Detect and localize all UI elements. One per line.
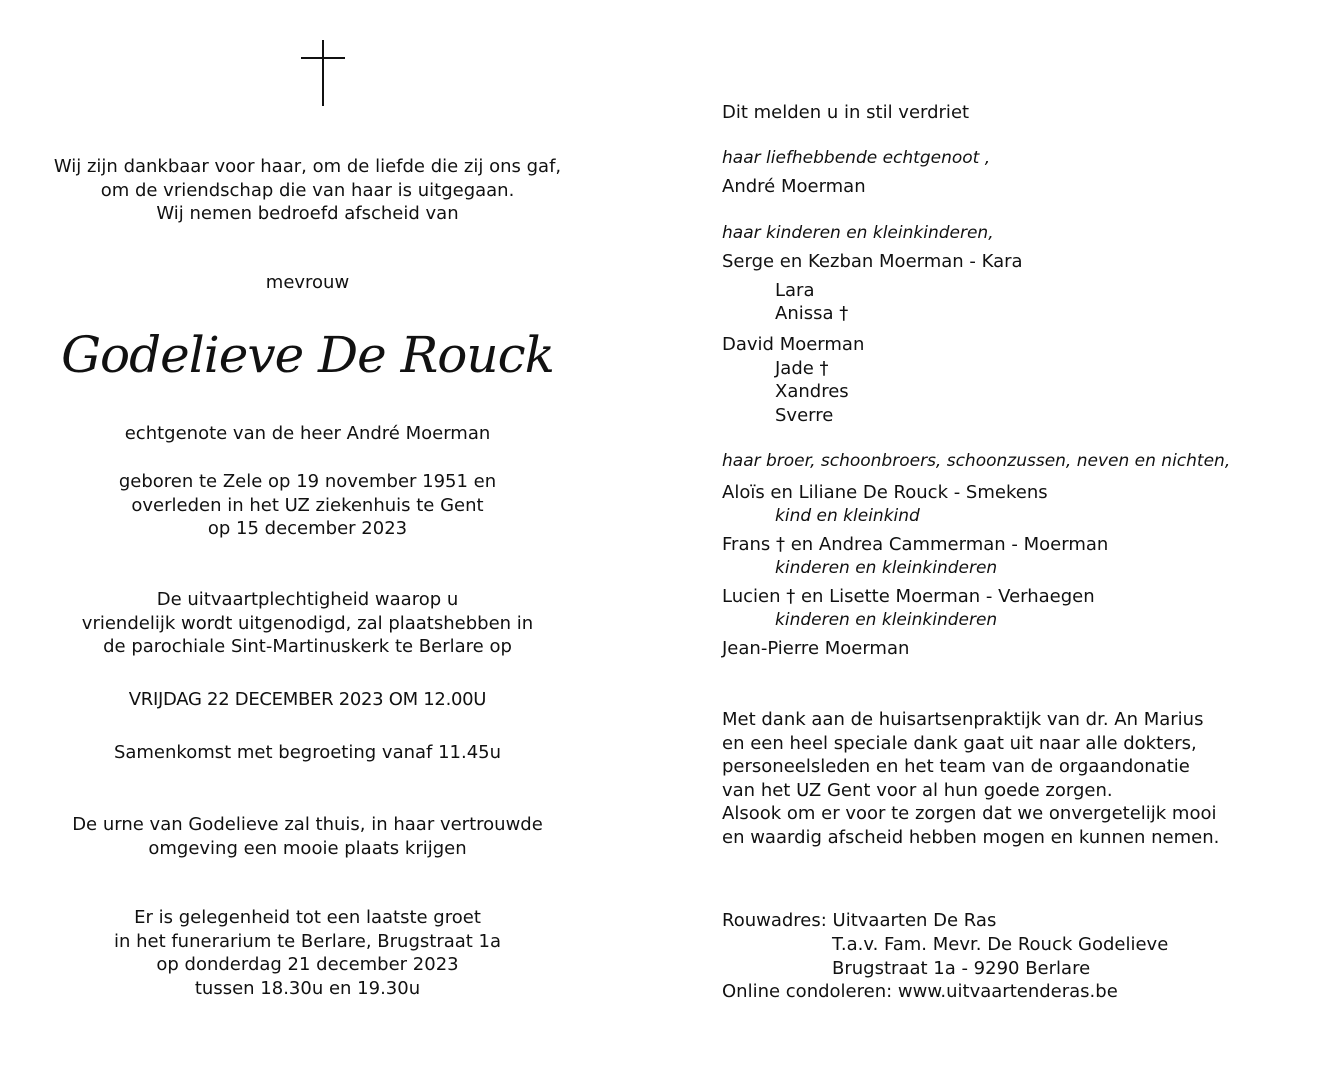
- grandchild: Xandres: [775, 381, 849, 402]
- spouse-label: haar liefhebbende echtgenoot ,: [722, 148, 991, 168]
- gathering-time: Samenkomst met begroeting vanaf 11.45u: [113, 742, 502, 763]
- announcement: Dit melden u in stil verdriet: [722, 102, 970, 123]
- grandchild: Sverre: [775, 405, 834, 426]
- children-label: haar kinderen en kleinkinderen,: [722, 223, 994, 243]
- grandchild: Jade †: [775, 358, 829, 379]
- grandchild: Lara: [775, 280, 815, 301]
- sibling-note-1: kind en kleinkind: [775, 506, 920, 526]
- thanks-text: Met dank aan de huisartsenpraktijk van dr. An Marius en een heel speciale dank gaat uit naar alle dokters, personeelsleden en het team van de orgaandonatie van het UZ Gent voor al hun goede zorgen. Alsook om er voor te zorgen dat we onvergetelijk mooi en waardig afscheid hebben mogen en kunnen nemen.: [722, 709, 1220, 848]
- spouse-name: André Moerman: [722, 176, 866, 197]
- spouse-line: echtgenote van de heer André Moerman: [124, 423, 491, 444]
- grandchild: Anissa †: [775, 303, 849, 324]
- farewell-text: Er is gelegenheid tot een laatste groet in het funerarium te Berlare, Brugstraat 1a op donderdag 21 december 2023 tussen 18.30u en 19.30u: [113, 907, 502, 999]
- child-family-2: David Moerman: [722, 334, 865, 355]
- sibling-family-3: Lucien † en Lisette Moerman - Verhaegen: [722, 586, 1095, 607]
- sibling-note-2: kinderen en kleinkinderen: [775, 558, 998, 578]
- birth-death-dates: geboren te Zele op 19 november 1951 en overleden in het UZ ziekenhuis te Gent op 15 december 2023: [118, 471, 497, 539]
- cross-icon: [301, 40, 345, 106]
- urn-text: De urne van Godelieve zal thuis, in haar vertrouwde omgeving een mooie plaats krijgen: [72, 814, 543, 859]
- sibling-note-3: kinderen en kleinkinderen: [775, 610, 998, 630]
- siblings-label: haar broer, schoonbroers, schoonzussen, neven en nichten,: [722, 451, 1231, 471]
- ceremony-date: VRIJDAG 22 DECEMBER 2023 OM 12.00U: [128, 689, 487, 710]
- address-label: Rouwadres: Uitvaarten De Ras: [722, 910, 997, 931]
- address-line-2: Brugstraat 1a - 9290 Berlare: [832, 958, 1091, 979]
- ceremony-invitation: De uitvaartplechtigheid waarop u vriendelijk wordt uitgenodigd, zal plaatshebben in de parochiale Sint-Martinuskerk te Berlare op: [81, 589, 534, 657]
- deceased-name: Godelieve De Rouck: [61, 326, 554, 384]
- child-family-1: Serge en Kezban Moerman - Kara: [722, 251, 1023, 272]
- online-condolences-link[interactable]: Online condoleren: www.uitvaartenderas.be: [722, 981, 1118, 1002]
- intro-text: Wij zijn dankbaar voor haar, om de liefde die zij ons gaf, om de vriendschap die van haar is uitgegaan. Wij nemen bedroefd afscheid van: [53, 156, 562, 224]
- sibling-family-1: Aloïs en Liliane De Rouck - Smekens: [722, 482, 1048, 503]
- sibling-family-4: Jean-Pierre Moerman: [722, 638, 910, 659]
- honorific: mevrouw: [265, 272, 350, 293]
- sibling-family-2: Frans † en Andrea Cammerman - Moerman: [722, 534, 1109, 555]
- address-line-1: T.a.v. Fam. Mevr. De Rouck Godelieve: [832, 934, 1169, 955]
